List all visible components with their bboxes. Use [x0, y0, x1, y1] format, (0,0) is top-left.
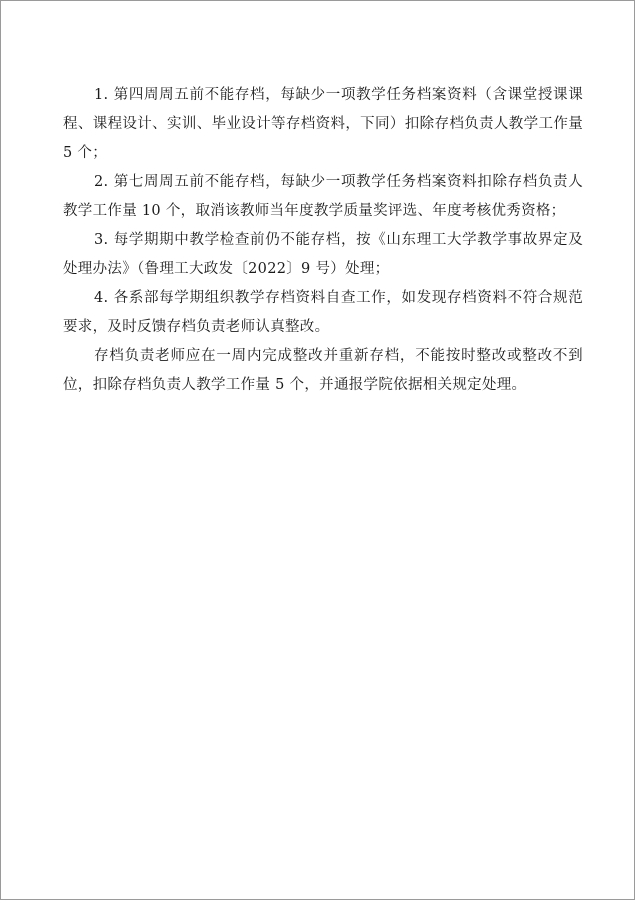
paragraph-1: 1. 第四周周五前不能存档，每缺少一项教学任务档案资料（含课堂授课课程、课程设计、实训、毕业设计等存档资料，下同）扣除存档负责人教学工作量 5 个；: [63, 87, 583, 161]
paragraph-5: 存档负责老师应在一周内完成整改并重新存档，不能按时整改或整改不到位，扣除存档负责人教学工作量 5 个，并通报学院依据相关规定处理。: [63, 348, 583, 393]
paragraph-2: 2. 第七周周五前不能存档，每缺少一项教学任务档案资料扣除存档负责人教学工作量 10 个，取消该教师当年度教学质量奖评选、年度考核优秀资格；: [63, 174, 583, 219]
paragraph-4: 4. 各系部每学期组织教学存档资料自查工作，如发现存档资料不符合规范要求，及时反馈存档负责老师认真整改。: [63, 290, 583, 335]
document-body: [63, 81, 583, 400]
paragraph-3: 3. 每学期期中教学检查前仍不能存档，按《山东理工大学教学事故界定及处理办法》（鲁理工大政发〔2022〕9 号）处理；: [63, 232, 583, 277]
